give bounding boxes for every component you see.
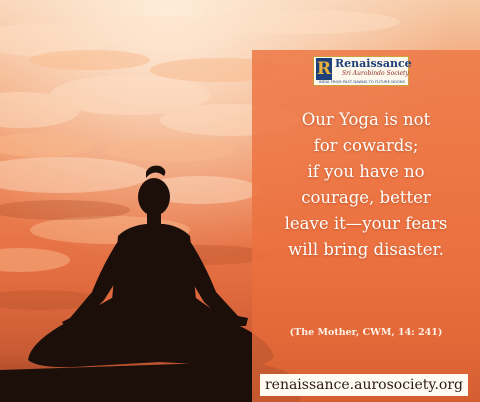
renaissance-logo — [313, 56, 412, 86]
logo-subtitle: Sri Aurobindo Society — [342, 70, 409, 77]
quote-line: courage, better — [301, 188, 431, 207]
quote-line: Our Yoga is not — [301, 110, 431, 129]
logo-title: Renaissance — [335, 57, 412, 70]
quote-citation: (The Mother, CWM, 14: 241) — [289, 327, 443, 338]
logo-tagline: INDIA FROM PAST DAWNS TO FUTURE NOONS — [318, 80, 406, 84]
quote-line: will bring disaster. — [288, 240, 444, 259]
quote-text — [256, 107, 476, 263]
website-url: renaissance.aurosociety.org — [260, 374, 468, 396]
quote-line: leave it—your fears — [284, 214, 448, 233]
quote-line: if you have no — [307, 162, 425, 181]
logo-letter: R — [316, 59, 332, 79]
quote-line: for cowards; — [313, 136, 419, 155]
